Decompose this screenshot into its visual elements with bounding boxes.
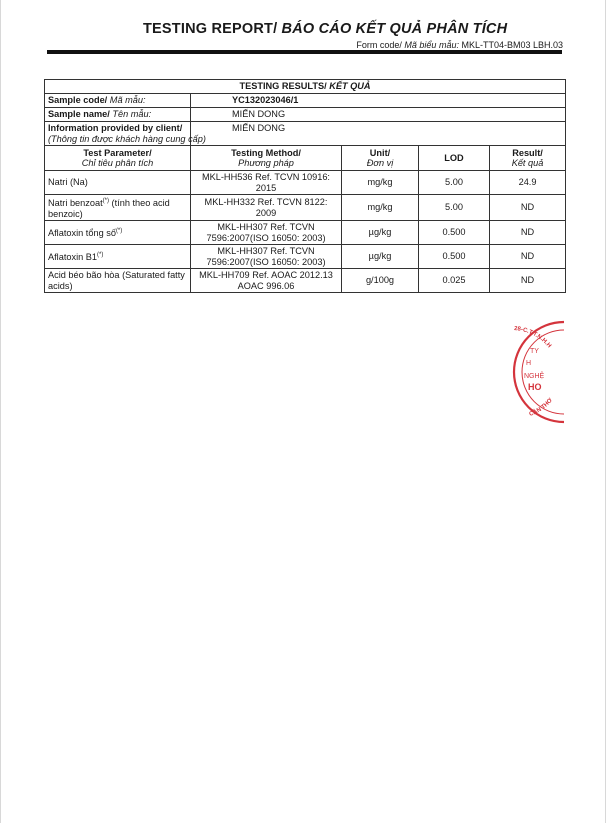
result-cell: 24.9 [490, 171, 566, 195]
param-cell: Natri (Na) [45, 171, 191, 195]
lod-cell: 5.00 [419, 171, 490, 195]
param-note: (*) [102, 198, 109, 204]
col-header-param [45, 146, 191, 171]
method-cell: MKL-HH307 Ref. TCVN 7596:2007(ISO 16050: 2003) [191, 245, 342, 269]
result-cell: ND [490, 269, 566, 293]
param-cell [45, 195, 191, 221]
form-code-value: MKL-TT04-BM03 LBH.03 [458, 40, 563, 50]
result-cell: ND [490, 195, 566, 221]
client-info-row [45, 122, 566, 146]
seal-text-h: H [526, 360, 532, 367]
col-header-method [191, 146, 342, 171]
sample-code-row [45, 94, 566, 108]
unit-cell: µg/kg [342, 245, 419, 269]
results-heading-vi: KẾT QUẢ [326, 81, 371, 92]
method-cell: MKL-HH536 Ref. TCVN 10916: 2015 [191, 171, 342, 195]
form-code-label: Form code/ [356, 40, 402, 50]
report-title-vi: BÁO CÁO KẾT QUẢ PHÂN TÍCH [277, 21, 508, 37]
seal-top-text: 28-C.T.T.N.H.H [513, 325, 552, 350]
client-info-label-en: Information provided by client/ [48, 123, 183, 133]
col-result-en: Result/ [512, 147, 543, 158]
col-unit-vi: Đơn vị [366, 158, 394, 168]
lod-cell: 0.025 [419, 269, 490, 293]
lod-cell: 5.00 [419, 195, 490, 221]
unit-cell: g/100g [342, 269, 419, 293]
results-table [44, 79, 566, 293]
lod-cell: 0.500 [419, 221, 490, 245]
col-param-en: Test Parameter/ [83, 147, 152, 158]
column-header-row [45, 146, 566, 171]
col-unit-en: Unit/ [369, 147, 391, 158]
sample-code-label [45, 94, 191, 108]
sample-code-label-vi: Mã mẫu: [107, 95, 146, 106]
report-title-en: TESTING REPORT/ [143, 21, 278, 37]
param-cell: Acid béo bão hòa (Saturated fatty acids) [45, 269, 191, 293]
param-text: Aflatoxin tổng số [48, 228, 116, 239]
client-info-label-vi: (Thông tin được khách hàng cung cấp) [48, 133, 206, 144]
table-row [45, 269, 566, 293]
unit-cell: µg/kg [342, 221, 419, 245]
table-row [45, 245, 566, 269]
param-note: (*) [115, 228, 123, 235]
unit-cell: mg/kg [342, 195, 419, 221]
param-cell [45, 245, 191, 269]
sample-name-value: MIẾN DONG [191, 108, 566, 122]
sample-name-row [45, 108, 566, 122]
col-lod: LOD [444, 152, 464, 163]
table-row [45, 171, 566, 195]
table-row [45, 221, 566, 245]
result-cell: ND [490, 245, 566, 269]
company-seal [500, 320, 564, 424]
sample-name-label-vi: Tên mẫu: [109, 109, 152, 120]
results-heading [45, 80, 566, 94]
col-method-vi: Phương pháp [238, 158, 294, 168]
header-rule [47, 50, 562, 54]
col-header-unit [342, 146, 419, 171]
param-note: (*) [97, 252, 104, 259]
results-heading-en: TESTING RESULTS/ [239, 81, 327, 92]
col-method-en: Testing Method/ [231, 147, 301, 158]
seal-text-ty: TY [530, 348, 539, 355]
form-code-label-vi: Mã biểu mẫu: [401, 40, 459, 50]
client-info-label [45, 122, 206, 146]
report-title [143, 21, 507, 37]
lod-cell: 0.500 [419, 245, 490, 269]
seal-text-ho: HO [528, 382, 542, 392]
result-cell: ND [490, 221, 566, 245]
col-param-vi: Chỉ tiêu phân tích [81, 158, 154, 168]
col-result-vi: Kết quả [511, 158, 544, 168]
method-cell: MKL-HH709 Ref. AOAC 2012.13 AOAC 996.06 [191, 269, 342, 293]
results-heading-row [45, 80, 566, 94]
method-cell: MKL-HH332 Ref. TCVN 8122: 2009 [191, 195, 342, 221]
unit-cell: mg/kg [342, 171, 419, 195]
seal-bottom-text: CẦN THƠ [528, 397, 554, 418]
param-text: Natri benzoat [48, 198, 103, 209]
sample-code-value: YC132023046/1 [191, 94, 566, 108]
param-cell [45, 221, 191, 245]
form-code [356, 40, 563, 50]
param-text: Aflatoxin B1 [48, 252, 98, 263]
seal-text-nghe: NGHỆ [524, 373, 545, 380]
param-text-rest: (tính theo acid benzoic) [48, 198, 170, 219]
table-row [45, 195, 566, 221]
sample-name-label [45, 108, 191, 122]
client-info-value: MIẾN DONG [191, 122, 566, 146]
sample-name-label-en: Sample name/ [48, 109, 110, 120]
col-header-lod [419, 146, 490, 171]
method-cell: MKL-HH307 Ref. TCVN 7596:2007(ISO 16050: 2003) [191, 221, 342, 245]
col-header-result [490, 146, 566, 171]
sample-code-label-en: Sample code/ [48, 95, 108, 106]
